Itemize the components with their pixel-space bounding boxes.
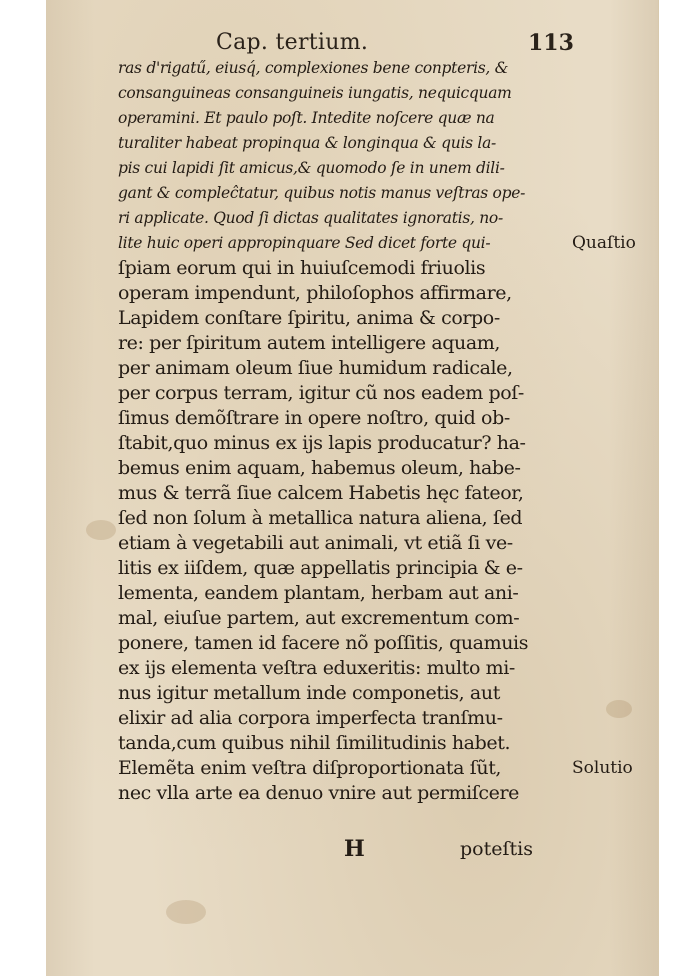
text-line: per corpus terram, igitur cũ nos eadem poſ- xyxy=(118,382,524,404)
text-line: elixir ad alia corpora imperfecta tranſmu- xyxy=(118,707,503,729)
foxing-spot xyxy=(86,520,116,540)
text-line: mal, eiuſue partem, aut excrementum com- xyxy=(118,607,520,629)
text-line: litis ex iiſdem, quæ appellatis principia & e- xyxy=(118,557,523,579)
text-line: lementa, eandem plantam, herbam aut ani- xyxy=(118,582,519,604)
text-line: ſpiam eorum qui in huiuſcemodi friuolis xyxy=(118,257,486,279)
text-line: etiam à vegetabili aut animali, vt etiã ſi ve- xyxy=(118,532,513,554)
text-line: turaliter habeat propinqua & longinqua & quis la- xyxy=(118,134,496,152)
signature-mark: H xyxy=(344,836,365,862)
text-line: gant & compleĉtatur, quibus notis manus veſtras ope- xyxy=(118,184,526,202)
text-line: consanguineas consanguineis iungatis, nequicquam xyxy=(118,84,512,102)
text-line: nec vlla arte ea denuo vnire aut permiſcere xyxy=(118,782,519,804)
text-line: ri applicate. Quod ſi dictas qualitates ignoratis, no- xyxy=(118,209,503,227)
foxing-spot xyxy=(166,900,206,924)
text-line: Elemẽta enim veſtra diſproportionata ſũt, xyxy=(118,757,502,779)
text-line: ponere, tamen id facere nõ poſſitis, quamuis xyxy=(118,632,529,654)
text-line: ſimus demõſtrare in opere noſtro, quid ob- xyxy=(118,407,510,429)
text-line: ras d'rigatű, eiusq́, complexiones bene conpteris, & xyxy=(118,59,509,77)
margin-note-solutio: Solutio xyxy=(572,758,633,778)
running-title: Cap. tertium. xyxy=(216,30,369,55)
text-line: mus & terrã ſiue calcem Habetis hęc fateor, xyxy=(118,482,524,504)
text-line: tanda,cum quibus nihil ſimilitudinis habet. xyxy=(118,732,511,754)
text-line: ex ijs elementa veſtra eduxeritis: multo mi- xyxy=(118,657,515,679)
foxing-spot xyxy=(606,700,632,718)
text-line: lite huic operi appropinquare Sed dicet forte qui- xyxy=(118,234,491,252)
text-line: operam impendunt, philoſophos affirmare, xyxy=(118,282,512,304)
text-line: bemus enim aquam, habemus oleum, habe- xyxy=(118,457,521,479)
text-line: Lapidem conſtare ſpiritu, anima & corpo- xyxy=(118,307,500,329)
text-line: per animam oleum ſiue humidum radicale, xyxy=(118,357,513,379)
text-line: re: per ſpiritum autem intelligere aquam, xyxy=(118,332,501,354)
text-line: operamini. Et paulo poſt. Intedite noſcere quæ na xyxy=(118,109,495,127)
catchword: poteſtis xyxy=(460,838,533,860)
text-line: nus igitur metallum inde componetis, aut xyxy=(118,682,500,704)
margin-note-quaestio: Quaſtio xyxy=(572,233,636,253)
page-footer xyxy=(118,836,548,866)
page-number: 113 xyxy=(528,30,574,56)
text-block xyxy=(118,56,636,806)
book-page xyxy=(46,0,659,976)
text-line: ſtabit,quo minus ex ijs lapis producatur? ha- xyxy=(118,432,526,454)
text-line: pis cui lapidi ſit amicus,& quomodo ſe in unem dili- xyxy=(118,159,505,177)
text-line: ſed non ſolum à metallica natura aliena, ſed xyxy=(118,507,523,529)
